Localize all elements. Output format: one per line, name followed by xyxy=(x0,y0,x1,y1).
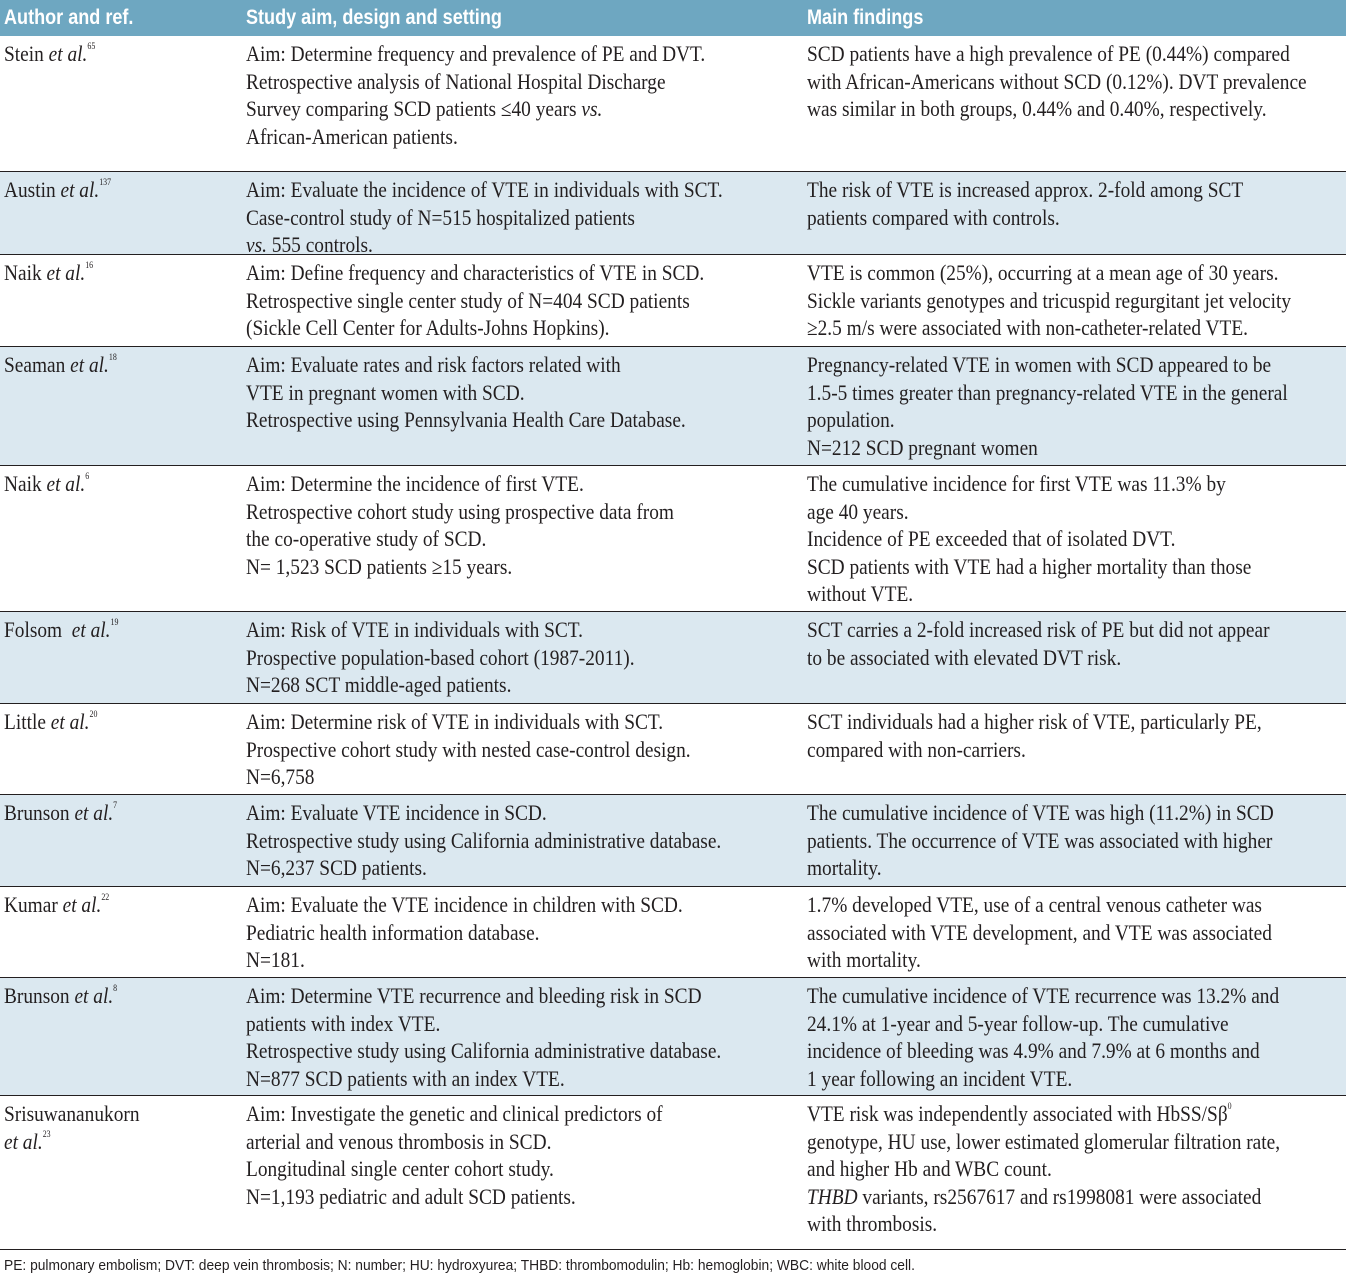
table-header xyxy=(0,0,1346,36)
study-aim-line: Prospective population-based cohort (1987-2011). xyxy=(246,644,635,670)
author-cell xyxy=(4,1100,140,1155)
table-row xyxy=(0,612,1346,704)
study-aim-cell xyxy=(246,351,686,434)
study-aim-line: arterial and venous thrombosis in SCD. xyxy=(246,1128,552,1154)
study-aim-line: (Sickle Cell Center for Adults-Johns Hopkins). xyxy=(246,315,610,340)
main-findings-line: 1.7% developed VTE, use of a central venous catheter was xyxy=(807,892,1262,917)
study-aim-line: patients with index VTE. xyxy=(246,1010,441,1036)
footnote-divider xyxy=(0,1249,1346,1250)
main-findings-line: SCD patients with VTE had a higher mortality than those xyxy=(807,553,1252,579)
author-name: Brunson xyxy=(4,983,75,1008)
main-findings-cell xyxy=(807,259,1291,342)
study-aim-line: N=6,758 xyxy=(246,764,315,789)
table-row xyxy=(0,704,1346,795)
study-aim-line: Aim: Determine frequency and prevalence of PE and DVT. xyxy=(246,41,706,66)
main-findings-line: SCT individuals had a higher risk of VTE, particularly PE, xyxy=(807,709,1262,734)
author-etal: et al. xyxy=(46,260,86,285)
author-etal: et al. xyxy=(60,177,100,202)
reference-number: 22 xyxy=(101,892,110,902)
author-name: Stein xyxy=(4,41,49,66)
main-findings-line: VTE risk was independently associated with HbSS/$S\beta^0$ xyxy=(807,1101,1232,1126)
study-aim-line: Aim: Investigate the genetic and clinical predictors of xyxy=(246,1101,663,1126)
author-etal: et al. xyxy=(62,892,102,917)
main-findings-cell xyxy=(807,891,1272,974)
reference-number: 8 xyxy=(113,983,118,993)
reference-number: 23 xyxy=(42,1128,51,1139)
study-aim-line: Retrospective study using California administrative database. xyxy=(246,827,722,853)
study-aim-line: Aim: Evaluate the VTE incidence in children with SCD. xyxy=(246,892,683,917)
author-name: Brunson xyxy=(4,800,75,825)
author-name: Naik xyxy=(4,260,47,285)
main-findings-line: The cumulative incidence for first VTE was 11.3% by xyxy=(807,471,1226,496)
author-etal: et al. xyxy=(50,709,90,734)
table-row xyxy=(0,36,1346,172)
main-findings-line: mortality. xyxy=(807,855,882,880)
study-aim-line: Prospective cohort study with nested case-control design. xyxy=(246,736,691,762)
main-findings-line: with mortality. xyxy=(807,947,921,972)
author-name: Seaman xyxy=(4,352,71,377)
main-findings-line: THBD variants, rs2567617 and rs1998081 were associated xyxy=(807,1183,1262,1209)
main-findings-line: genotype, HU use, lower estimated glomerular filtration rate, xyxy=(807,1128,1281,1154)
author-etal: et al. xyxy=(4,1128,43,1154)
author-cell xyxy=(4,351,117,379)
reference-number: 7 xyxy=(113,800,118,810)
main-findings-cell xyxy=(807,351,1288,461)
author-name: Austin xyxy=(4,177,61,202)
author-etal: et al. xyxy=(46,471,86,496)
author-cell xyxy=(4,616,118,644)
reference-number: 19 xyxy=(110,617,119,627)
study-aim-line: Longitudinal single center cohort study. xyxy=(246,1156,554,1181)
footnote: PE: pulmonary embolism; DVT: deep vein thrombosis; N: number; HU: hydroxyurea; THBD: thrombomodulin; Hb: hemoglobin; WBC: white blood cell. xyxy=(4,1257,915,1274)
author-name: Kumar xyxy=(4,892,63,917)
main-findings-line: 1 year following an incident VTE. xyxy=(807,1065,1073,1091)
study-aim-line: Retrospective cohort study using prospective data from xyxy=(246,498,674,524)
study-aim-cell xyxy=(246,616,635,699)
main-findings-line: Incidence of PE exceeded that of isolated DVT. xyxy=(807,526,1176,551)
study-aim-line: N=877 SCD patients with an index VTE. xyxy=(246,1065,565,1091)
main-findings-cell xyxy=(807,982,1279,1092)
table-row xyxy=(0,1096,1346,1249)
study-aim-line: Aim: Define frequency and characteristics of VTE in SCD. xyxy=(246,260,705,285)
main-findings-line: incidence of bleeding was 4.9% and 7.9% at 6 months and xyxy=(807,1038,1260,1063)
table-row xyxy=(0,347,1346,466)
study-aim-cell xyxy=(246,259,704,342)
main-findings-line: with African-Americans without SCD (0.12%). DVT prevalence xyxy=(807,68,1307,94)
study-aim-line: Retrospective single center study of N=404 SCD patients xyxy=(246,287,690,313)
author-name: Little xyxy=(4,709,51,734)
main-findings-cell xyxy=(807,616,1270,671)
main-findings-line: associated with VTE development, and VTE was associated xyxy=(807,919,1272,945)
study-aim-line: Aim: Risk of VTE in individuals with SCT. xyxy=(246,617,584,642)
study-aim-line: vs. 555 controls. xyxy=(246,232,373,257)
main-findings-line: patients compared with controls. xyxy=(807,204,1060,230)
study-aim-cell xyxy=(246,891,683,974)
study-aim-line: Survey comparing SCD patients ≤40 years vs. xyxy=(246,96,603,121)
study-aim-line: VTE in pregnant women with SCD. xyxy=(246,379,525,405)
study-aim-line: Retrospective study using California administrative database. xyxy=(246,1038,722,1063)
reference-number: 16 xyxy=(85,260,94,270)
study-aim-cell xyxy=(246,799,721,882)
study-aim-line: the co-operative study of SCD. xyxy=(246,526,487,551)
study-aim-line: Case-control study of N=515 hospitalized patients xyxy=(246,204,635,230)
study-aim-line: African-American patients. xyxy=(246,123,458,149)
main-findings-cell xyxy=(807,176,1243,231)
main-findings-line: and higher Hb and WBC count. xyxy=(807,1156,1052,1181)
study-aim-cell xyxy=(246,40,705,150)
study-aim-line: N=1,193 pediatric and adult SCD patients. xyxy=(246,1183,576,1209)
author-etal: et al. xyxy=(74,983,114,1008)
author-name: Srisuwananukorn xyxy=(4,1101,140,1126)
author-name: Naik xyxy=(4,471,47,496)
study-aim-line: Aim: Evaluate rates and risk factors related with xyxy=(246,352,621,377)
study-aim-cell xyxy=(246,176,723,259)
main-findings-line: compared with non-carriers. xyxy=(807,736,1026,762)
table-row xyxy=(0,466,1346,612)
main-findings-line: The risk of VTE is increased approx. 2-fold among SCT xyxy=(807,177,1244,202)
author-cell xyxy=(4,799,117,827)
main-findings-line: to be associated with elevated DVT risk. xyxy=(807,644,1122,670)
main-findings-line: 1.5-5 times greater than pregnancy-related VTE in the general xyxy=(807,379,1288,405)
main-findings-line: patients. The occurrence of VTE was associated with higher xyxy=(807,827,1273,853)
reference-number: 20 xyxy=(89,709,98,719)
main-findings-line: The cumulative incidence of VTE was high (11.2%) in SCD xyxy=(807,800,1274,825)
study-aim-cell xyxy=(246,982,721,1092)
author-etal: et al. xyxy=(70,352,109,377)
study-aim-line: N= 1,523 SCD patients ≥15 years. xyxy=(246,553,513,579)
main-findings-cell xyxy=(807,1100,1280,1238)
study-aim-line: Aim: Evaluate the incidence of VTE in individuals with SCT. xyxy=(246,177,723,202)
study-aim-line: Retrospective using Pennsylvania Health Care Database. xyxy=(246,407,686,432)
reference-number: 6 xyxy=(85,471,90,481)
author-cell xyxy=(4,891,109,919)
main-findings-line: age 40 years. xyxy=(807,498,909,524)
main-findings-cell xyxy=(807,40,1307,123)
main-findings-cell xyxy=(807,708,1262,763)
study-aim-line: N=181. xyxy=(246,947,305,972)
reference-number: 137 xyxy=(99,177,112,187)
study-aim-line: Aim: Determine VTE recurrence and bleeding risk in SCD xyxy=(246,983,702,1008)
author-etal: et al. xyxy=(71,617,111,642)
main-findings-line: N=212 SCD pregnant women xyxy=(807,434,1038,460)
author-cell xyxy=(4,259,93,287)
main-findings-line: Pregnancy-related VTE in women with SCD appeared to be xyxy=(807,352,1272,377)
author-cell xyxy=(4,470,89,498)
study-aim-cell xyxy=(246,470,674,580)
header-author: Author and ref. xyxy=(4,6,134,29)
main-findings-line: ≥2.5 m/s were associated with non-catheter-related VTE. xyxy=(807,315,1249,340)
main-findings-cell xyxy=(807,799,1274,882)
main-findings-line: SCT carries a 2-fold increased risk of PE but did not appear xyxy=(807,617,1270,642)
study-aim-line: Retrospective analysis of National Hospital Discharge xyxy=(246,68,666,94)
study-aim-cell xyxy=(246,1100,663,1210)
study-aim-line: N=6,237 SCD patients. xyxy=(246,855,427,880)
table-row xyxy=(0,255,1346,347)
study-aim-cell xyxy=(246,708,691,791)
table-row xyxy=(0,978,1346,1096)
author-name: Folsom xyxy=(4,617,72,642)
main-findings-line: The cumulative incidence of VTE recurrence was 13.2% and xyxy=(807,983,1280,1008)
main-findings-line: 24.1% at 1-year and 5-year follow-up. The cumulative xyxy=(807,1010,1229,1036)
author-cell xyxy=(4,982,117,1010)
study-aim-line: N=268 SCT middle-aged patients. xyxy=(246,672,512,697)
table-row xyxy=(0,795,1346,887)
study-aim-line: Aim: Evaluate VTE incidence in SCD. xyxy=(246,800,547,825)
table-row xyxy=(0,887,1346,978)
main-findings-line: population. xyxy=(807,407,895,432)
main-findings-line: with thrombosis. xyxy=(807,1211,938,1236)
study-aim-line: Aim: Determine risk of VTE in individuals with SCT. xyxy=(246,709,664,734)
header-aim: Study aim, design and setting xyxy=(246,6,502,29)
main-findings-line: Sickle variants genotypes and tricuspid regurgitant jet velocity xyxy=(807,287,1292,313)
main-findings-line: was similar in both groups, 0.44% and 0.40%, respectively. xyxy=(807,96,1267,121)
study-aim-line: Pediatric health information database. xyxy=(246,919,540,945)
study-aim-line: Aim: Determine the incidence of first VTE. xyxy=(246,471,584,496)
reference-number: 18 xyxy=(108,352,117,362)
main-findings-cell xyxy=(807,470,1251,608)
reference-number: 65 xyxy=(87,41,96,51)
main-findings-line: without VTE. xyxy=(807,581,914,606)
header-findings: Main findings xyxy=(807,6,924,29)
author-cell xyxy=(4,40,95,68)
author-cell xyxy=(4,176,111,204)
superscript: 0 xyxy=(1227,1101,1232,1111)
main-findings-line: SCD patients have a high prevalence of PE (0.44%) compared xyxy=(807,41,1290,66)
author-cell xyxy=(4,708,97,736)
author-etal: et al. xyxy=(48,41,88,66)
table-row xyxy=(0,172,1346,255)
author-etal: et al. xyxy=(74,800,114,825)
main-findings-line: VTE is common (25%), occurring at a mean age of 30 years. xyxy=(807,260,1279,285)
